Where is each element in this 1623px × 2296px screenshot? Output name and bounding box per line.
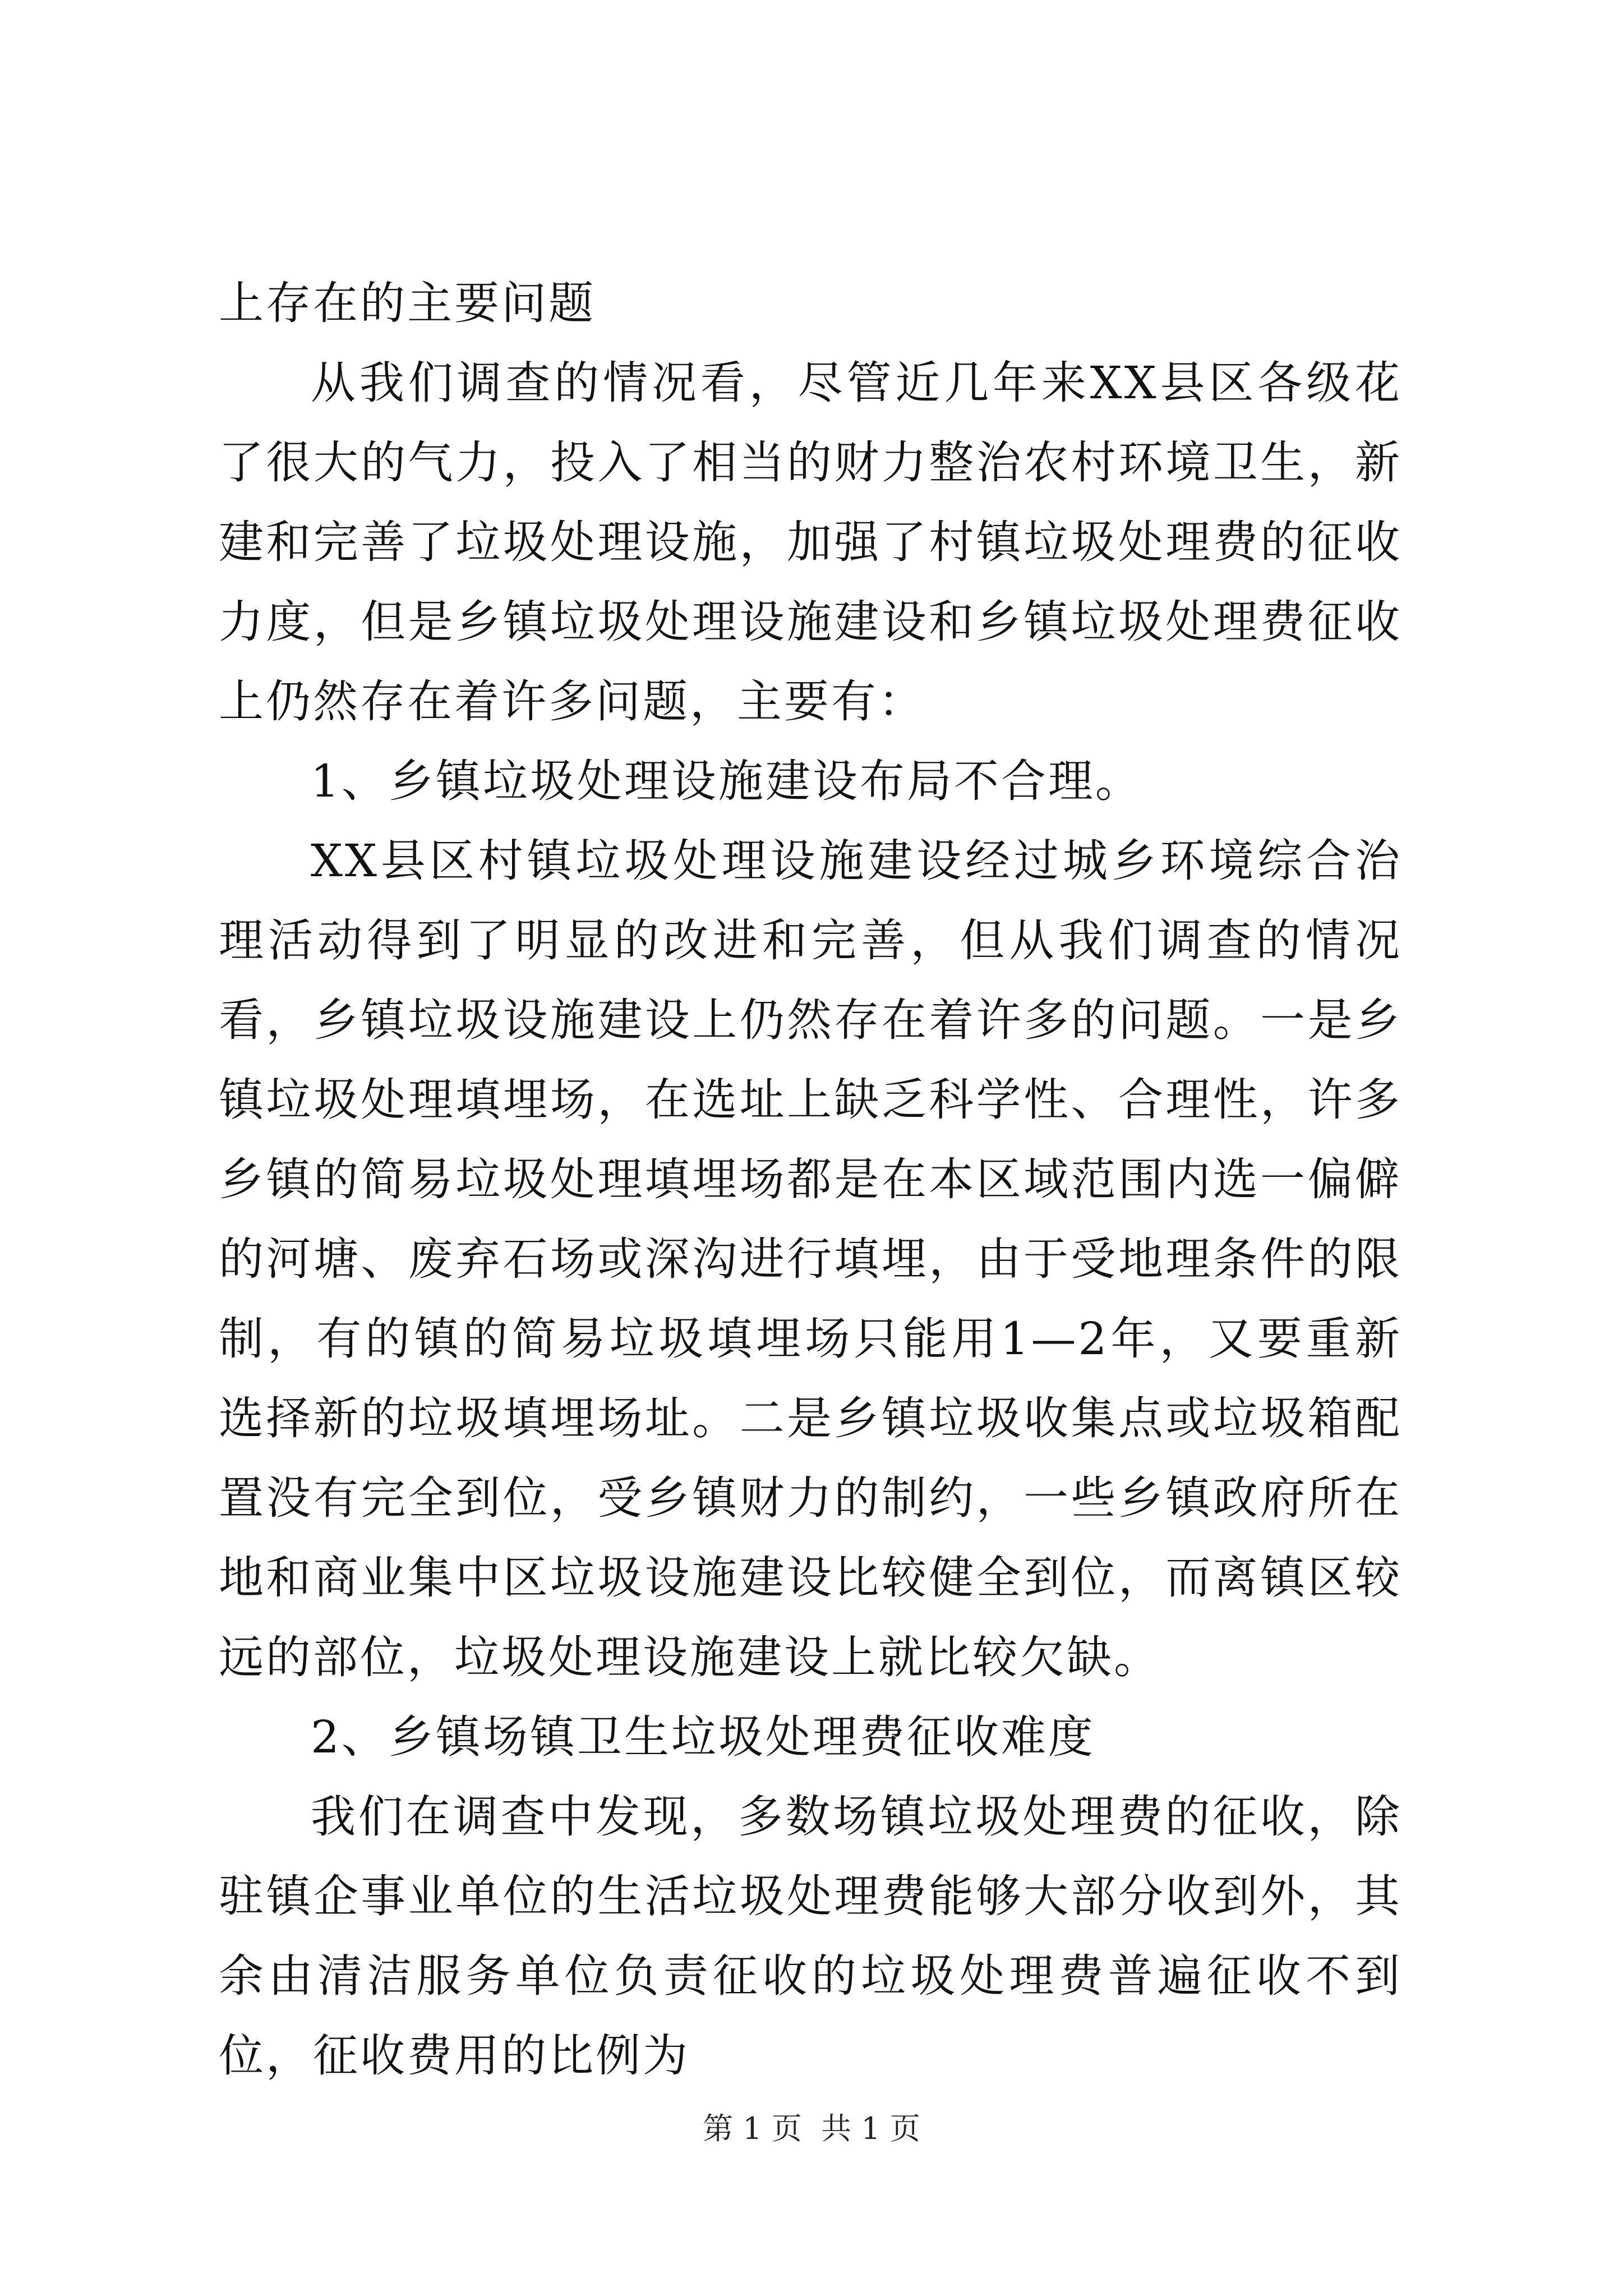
document-body <box>219 264 1402 2096</box>
paragraph-point-1-title: 1、乡镇垃圾处理设施建设布局不合理。 <box>311 755 1142 807</box>
paragraph-heading-continuation: 上存在的主要问题 <box>219 277 596 329</box>
paragraph-point-2-body: 我们在调查中发现，多数场镇垃圾处理费的征收，除驻镇企事业单位的生活垃圾处理费能够大部分收到外，其余由清洁服务单位负责征收的垃圾处理费普遍征收不到位，征收费用的比例为 <box>219 1791 1402 2082</box>
page-footer <box>0 2109 1623 2148</box>
paragraph-point-2-title: 2、乡镇场镇卫生垃圾处理费征收难度 <box>311 1711 1095 1763</box>
paragraph-intro: 从我们调查的情况看，尽管近几年来XX县区各级花了很大的气力，投入了相当的财力整治农村环境卫生，新建和完善了垃圾处理设施，加强了村镇垃圾处理费的征收力度，但是乡镇垃圾处理设施建设和乡镇垃圾处理费征收上仍然存在着许多问题，主要有： <box>219 357 1402 728</box>
paragraph-point-1-body: XX县区村镇垃圾处理设施建设经过城乡环境综合治理活动得到了明显的改进和完善，但从我们调查的情况看，乡镇垃圾设施建设上仍然存在着许多的问题。一是乡镇垃圾处理填埋场，在选址上缺乏科学性、合理性，许多乡镇的简易垃圾处理填埋场都是在本区域范围内选一偏僻的河塘、废弃石场或深沟进行填埋，由于受地理条件的限制，有的镇的简易垃圾填埋场只能用1—2年，又要重新选择新的垃圾填埋场址。二是乡镇垃圾收集点或垃圾箱配置没有完全到位，受乡镇财力的制约，一些乡镇政府所在地和商业集中区垃圾设施建设比较健全到位，而离镇区较远的部位，垃圾处理设施建设上就比较欠缺。 <box>219 835 1402 1683</box>
page-number-label: 第 1 页 共 1 页 <box>703 2111 920 2146</box>
